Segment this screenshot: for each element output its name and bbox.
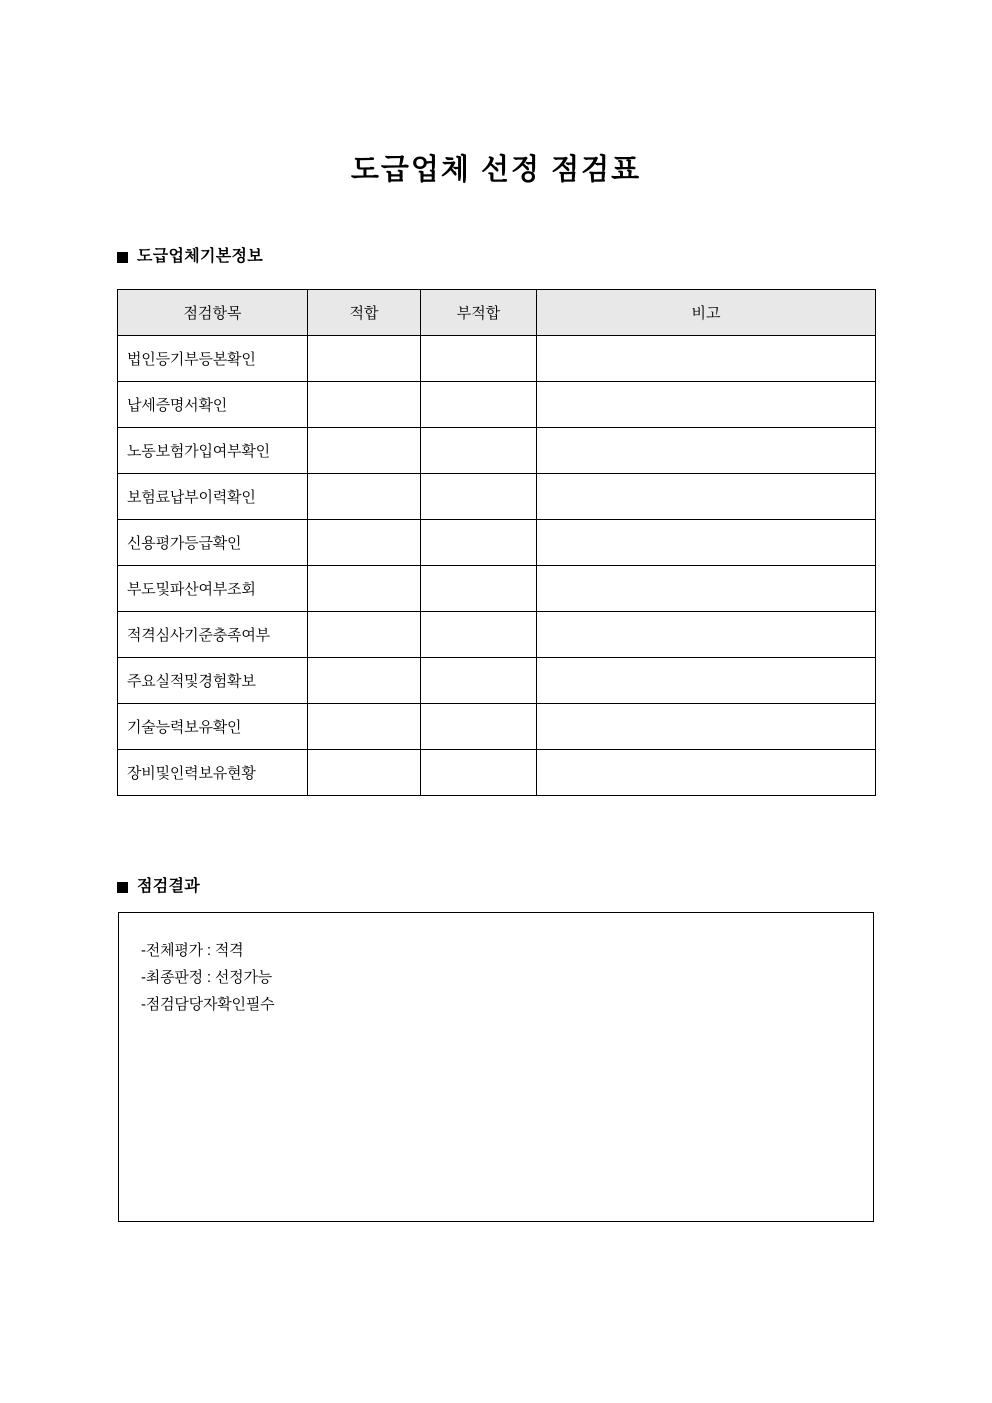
column-header-fail: 부적합 [421, 290, 537, 336]
table-row [118, 382, 876, 428]
cell-note[interactable] [537, 658, 876, 704]
cell-note[interactable] [537, 474, 876, 520]
cell-item: 보험료납부이력확인 [118, 474, 308, 520]
column-header-item: 점검항목 [118, 290, 308, 336]
table-row [118, 612, 876, 658]
cell-fail[interactable] [421, 428, 537, 474]
cell-pass[interactable] [308, 382, 421, 428]
cell-item: 노동보험가입여부확인 [118, 428, 308, 474]
cell-note[interactable] [537, 704, 876, 750]
table-row [118, 428, 876, 474]
cell-pass[interactable] [308, 474, 421, 520]
table-row [118, 566, 876, 612]
table-row [118, 474, 876, 520]
square-bullet-icon [117, 882, 128, 893]
section-heading-basic-info [117, 246, 263, 268]
cell-fail[interactable] [421, 474, 537, 520]
cell-fail[interactable] [421, 566, 537, 612]
cell-pass[interactable] [308, 750, 421, 796]
table-row [118, 520, 876, 566]
cell-pass[interactable] [308, 612, 421, 658]
checklist-table [117, 289, 876, 796]
section-heading-result [117, 876, 200, 898]
cell-pass[interactable] [308, 336, 421, 382]
cell-item: 기술능력보유확인 [118, 704, 308, 750]
section-heading-basic-info-label: 도급업체기본정보 [137, 248, 264, 265]
table-row [118, 658, 876, 704]
cell-item: 주요실적및경험확보 [118, 658, 308, 704]
column-header-note: 비고 [537, 290, 876, 336]
cell-note[interactable] [537, 612, 876, 658]
result-line-final-decision: -최종판정 : 선정가능 [141, 969, 273, 986]
cell-item: 적격심사기준충족여부 [118, 612, 308, 658]
cell-pass[interactable] [308, 704, 421, 750]
cell-pass[interactable] [308, 658, 421, 704]
cell-fail[interactable] [421, 382, 537, 428]
cell-note[interactable] [537, 566, 876, 612]
cell-note[interactable] [537, 750, 876, 796]
table-row [118, 704, 876, 750]
cell-pass[interactable] [308, 520, 421, 566]
square-bullet-icon [117, 252, 128, 263]
result-line-inspector-confirmation: -점검담당자확인필수 [141, 996, 275, 1013]
cell-fail[interactable] [421, 520, 537, 566]
cell-item: 납세증명서확인 [118, 382, 308, 428]
result-text-area[interactable] [118, 912, 874, 1222]
result-line-overall-evaluation: -전체평가 : 적격 [141, 942, 244, 959]
section-heading-result-label: 점검결과 [137, 878, 201, 895]
cell-item: 신용평가등급확인 [118, 520, 308, 566]
cell-note[interactable] [537, 520, 876, 566]
page-title: 도급업체 선정 점검표 [350, 154, 642, 187]
cell-item: 법인등기부등본확인 [118, 336, 308, 382]
cell-item: 부도및파산여부조회 [118, 566, 308, 612]
cell-note[interactable] [537, 382, 876, 428]
cell-pass[interactable] [308, 566, 421, 612]
cell-fail[interactable] [421, 704, 537, 750]
cell-fail[interactable] [421, 658, 537, 704]
table-row [118, 336, 876, 382]
table-row [118, 750, 876, 796]
column-header-pass: 적합 [308, 290, 421, 336]
table-header-row [118, 290, 876, 336]
cell-pass[interactable] [308, 428, 421, 474]
cell-note[interactable] [537, 428, 876, 474]
cell-note[interactable] [537, 336, 876, 382]
cell-fail[interactable] [421, 612, 537, 658]
cell-item: 장비및인력보유현황 [118, 750, 308, 796]
cell-fail[interactable] [421, 750, 537, 796]
cell-fail[interactable] [421, 336, 537, 382]
